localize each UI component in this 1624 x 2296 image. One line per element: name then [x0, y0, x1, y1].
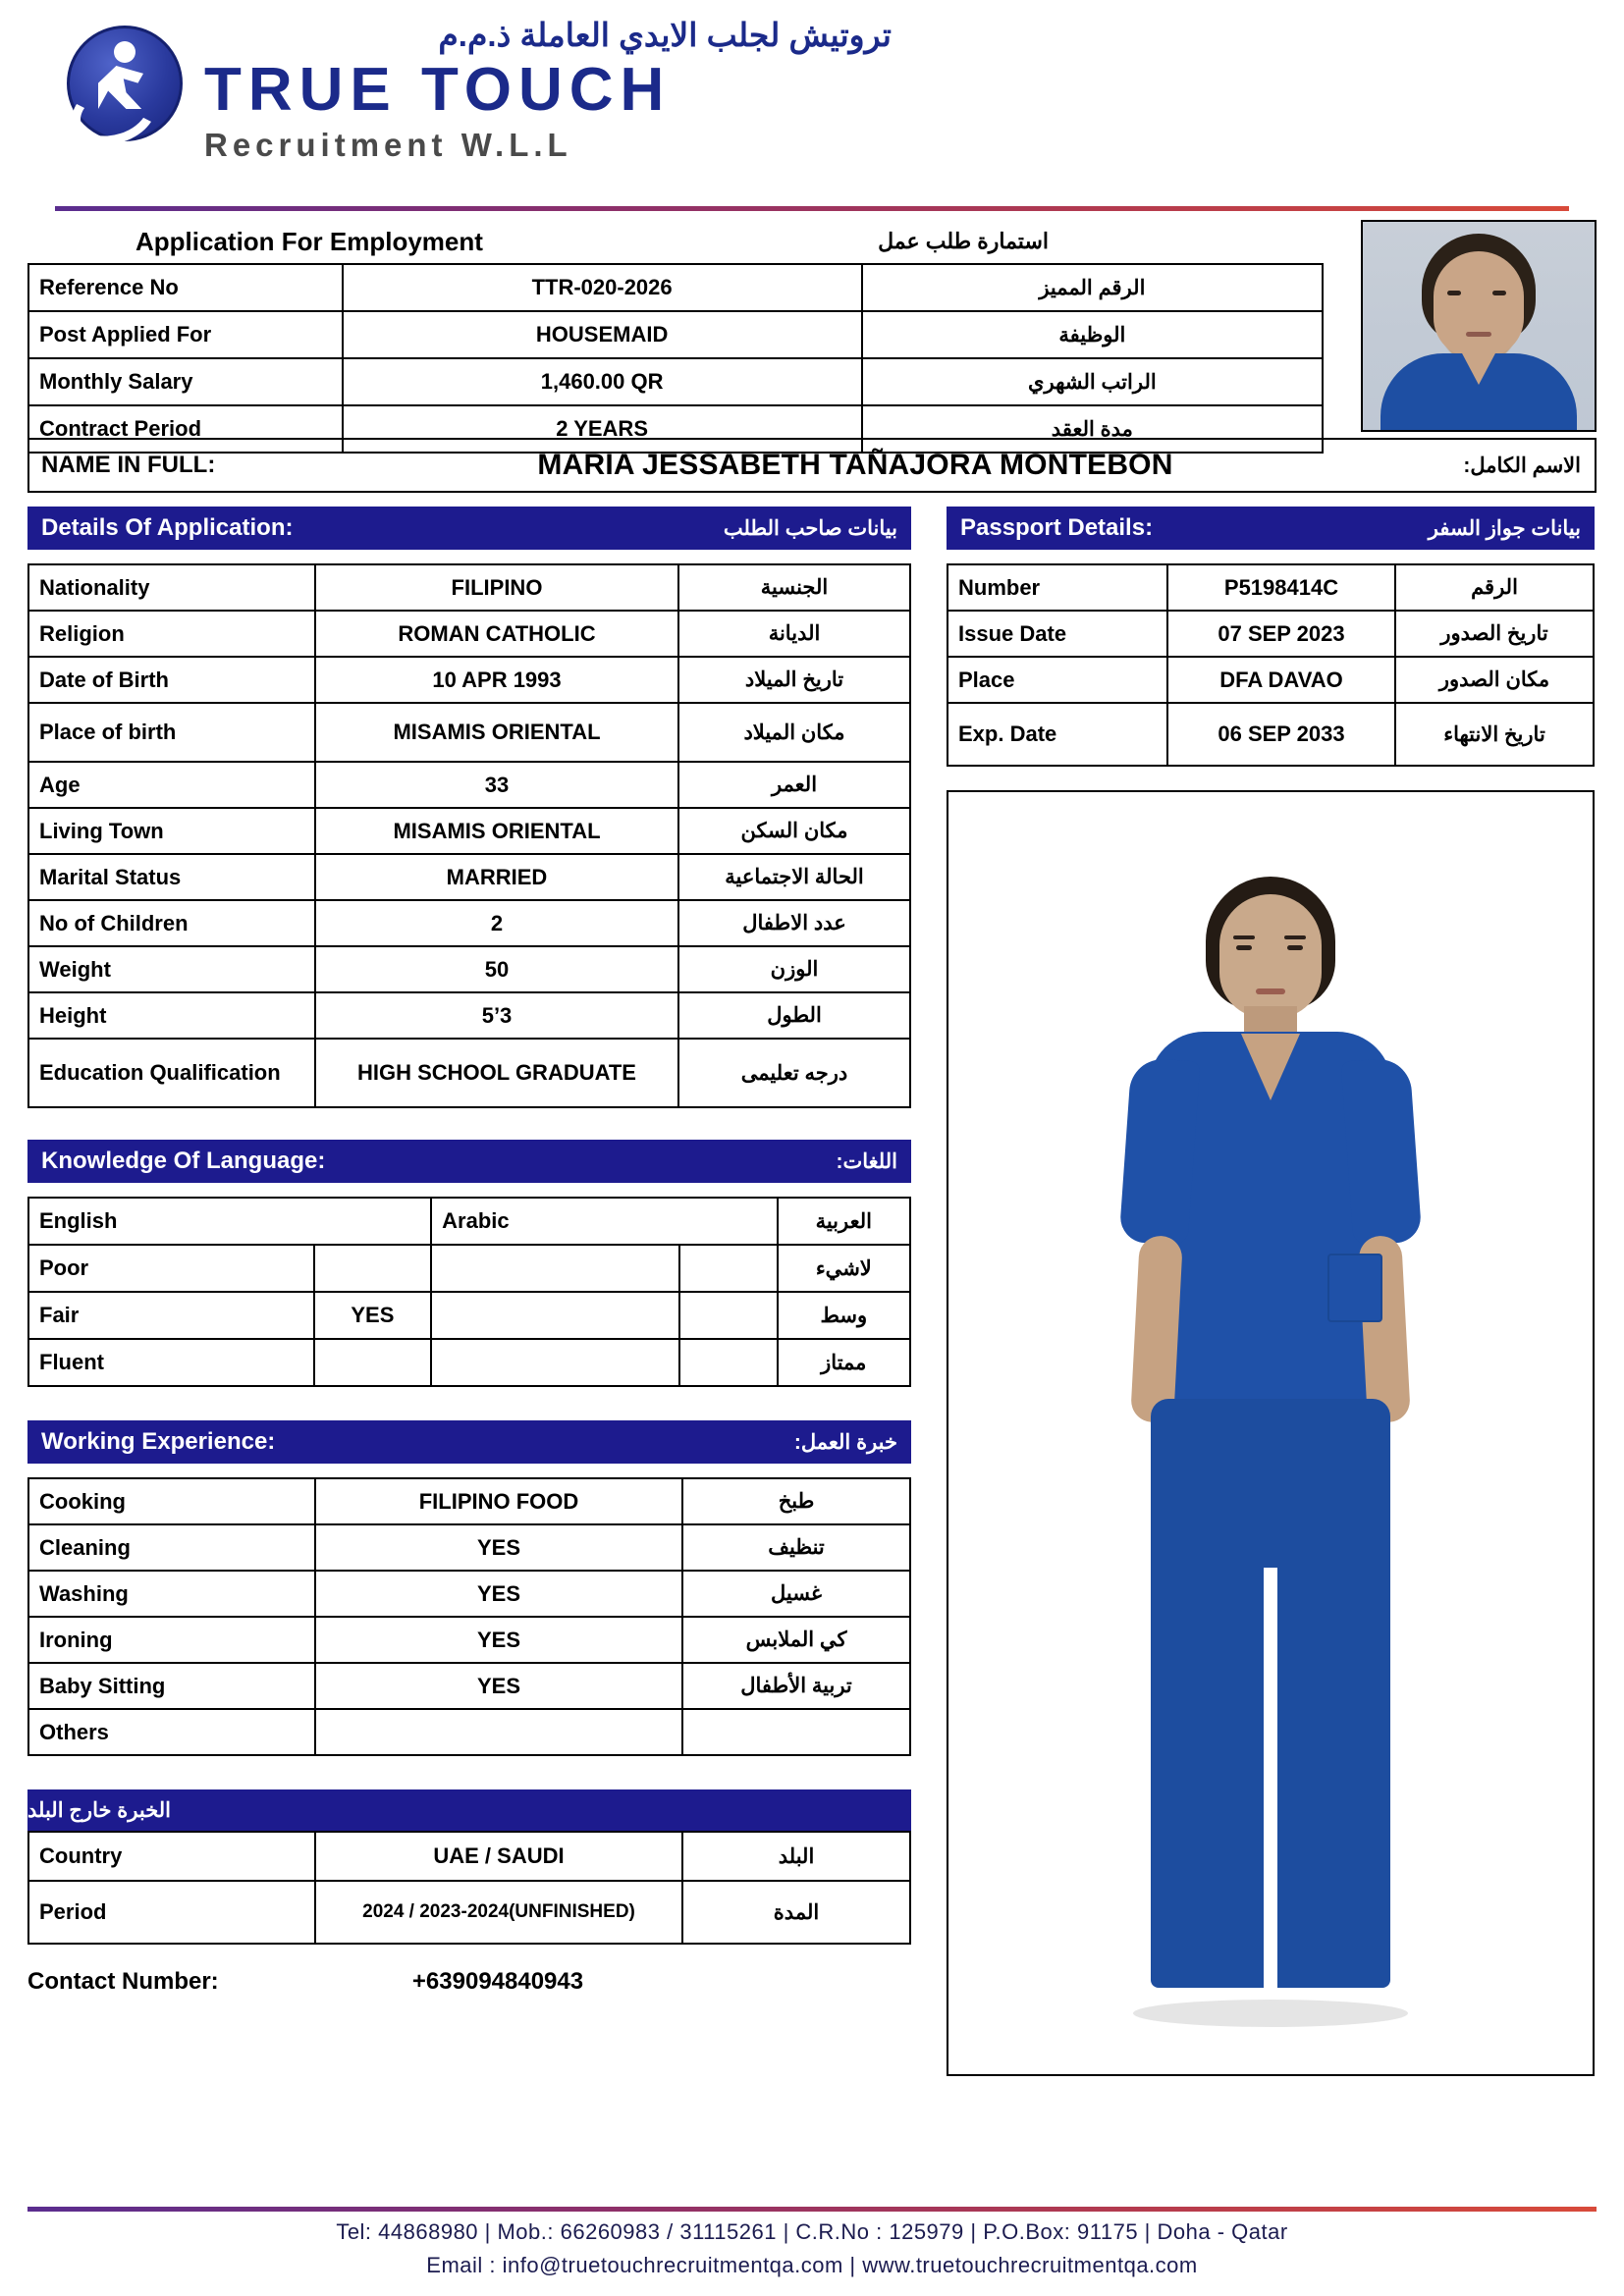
row-spacer: [432, 1293, 680, 1338]
brand-name: TRUE TOUCH: [204, 56, 672, 125]
row-label: Poor: [29, 1246, 315, 1291]
row-label-arabic: مكان السكن: [740, 820, 848, 842]
row-label-arabic: لاشيء: [815, 1256, 872, 1280]
contact-number-row: [27, 1968, 911, 1996]
table-row: [948, 565, 1593, 612]
table-row: [29, 1664, 909, 1710]
table-row: [29, 1572, 909, 1618]
row-value: HOUSEMAID: [344, 312, 863, 357]
table-header-row: [29, 1199, 909, 1246]
row-label: Exp. Date: [948, 704, 1168, 765]
row-label: Cooking: [29, 1479, 316, 1523]
table-row: [29, 763, 909, 809]
row-label-arabic: تربية الأطفال: [740, 1675, 852, 1697]
full-name-label-arabic: الاسم الكامل:: [1463, 454, 1581, 477]
arabic-value[interactable]: [680, 1246, 779, 1291]
row-value: MARRIED: [316, 855, 679, 899]
row-label: Height: [29, 993, 316, 1038]
working-experience-header: [27, 1420, 911, 1464]
column-header-english: English: [29, 1199, 432, 1244]
applicant-full-photo: [947, 790, 1595, 2076]
applicant-passport-photo: [1361, 220, 1597, 432]
row-label-arabic: [683, 1710, 909, 1754]
row-label-arabic: وسط: [820, 1304, 868, 1327]
abroad-experience-heading-arabic: الخبرة خارج البلد: [27, 1789, 911, 1831]
row-label: Education Qualification: [29, 1040, 316, 1106]
row-label-arabic: الجنسية: [760, 576, 829, 599]
details-heading: Details Of Application:: [41, 514, 294, 541]
row-label: Place of birth: [29, 704, 316, 761]
row-label: Place: [948, 658, 1168, 702]
working-experience-table: [27, 1477, 911, 1756]
row-label-arabic: العمر: [771, 774, 818, 796]
english-value[interactable]: [315, 1246, 433, 1291]
row-value: MISAMIS ORIENTAL: [316, 704, 679, 761]
row-value: 5’3: [316, 993, 679, 1038]
row-value: P5198414C: [1168, 565, 1396, 610]
form-body: [27, 507, 1597, 2076]
row-label-arabic: الديانة: [768, 622, 821, 645]
table-row: [29, 658, 909, 704]
row-label: Baby Sitting: [29, 1664, 316, 1708]
brand-block: [204, 18, 892, 164]
row-value: 2: [316, 901, 679, 945]
row-label-arabic: الحالة الاجتماعية: [725, 866, 864, 888]
row-label: Washing: [29, 1572, 316, 1616]
language-table: [27, 1197, 911, 1387]
footer-divider: [27, 2207, 1597, 2212]
table-row: [29, 1340, 909, 1385]
passport-table: [947, 563, 1595, 767]
row-label-arabic: مدة العقد: [1051, 417, 1133, 441]
row-label: Fair: [29, 1293, 315, 1338]
row-value: YES: [316, 1664, 683, 1708]
row-value: 10 APR 1993: [316, 658, 679, 702]
row-label-arabic: تنظيف: [768, 1536, 825, 1559]
row-label: Age: [29, 763, 316, 807]
table-row: [29, 1710, 909, 1754]
passport-heading: Passport Details:: [960, 514, 1154, 541]
row-label-arabic: البلد: [778, 1844, 815, 1868]
language-heading: Knowledge Of Language:: [41, 1148, 326, 1174]
row-label: Number: [948, 565, 1168, 610]
table-row: [29, 993, 909, 1040]
table-row: [948, 658, 1593, 704]
table-row: [29, 1479, 909, 1525]
left-column: [27, 507, 911, 2076]
working-experience-heading-arabic: خبرة العمل:: [793, 1430, 897, 1454]
column-header-arabic: Arabic: [432, 1199, 778, 1244]
row-label-arabic: الرقم: [1471, 576, 1518, 599]
table-row: [948, 704, 1593, 765]
column-header-arabic-label: العربية: [815, 1209, 872, 1233]
right-column: [947, 507, 1595, 2076]
row-label-arabic: مكان الصدور: [1438, 668, 1550, 691]
row-label-arabic: كي الملابس: [745, 1629, 847, 1651]
row-value: TTR-020-2026: [344, 265, 863, 310]
row-label: Monthly Salary: [29, 359, 344, 404]
row-value: YES: [316, 1572, 683, 1616]
row-label: Reference No: [29, 265, 344, 310]
application-title-row: [27, 220, 1324, 263]
row-value: UAE / SAUDI: [316, 1833, 683, 1880]
table-row: [29, 1882, 909, 1943]
row-value: 2024 / 2023-2024(UNFINISHED): [316, 1882, 683, 1943]
row-label-arabic: غسيل: [771, 1582, 822, 1605]
row-label: Cleaning: [29, 1525, 316, 1570]
row-label: Issue Date: [948, 612, 1168, 656]
abroad-experience-table: [27, 1831, 911, 1945]
row-value: HIGH SCHOOL GRADUATE: [316, 1040, 679, 1106]
working-experience-section: [27, 1420, 911, 1756]
row-spacer: [432, 1246, 680, 1291]
row-label: Ironing: [29, 1618, 316, 1662]
header-divider: [55, 206, 1569, 211]
language-section-header: [27, 1140, 911, 1183]
table-row: [29, 1040, 909, 1106]
arabic-value[interactable]: [680, 1340, 779, 1385]
contact-number-value: +639094840943: [411, 1968, 584, 1995]
working-experience-heading: Working Experience:: [41, 1428, 276, 1455]
table-row: [29, 809, 909, 855]
table-row: [29, 1293, 909, 1340]
brand-arabic-name: تروتيش لجلب الايدي العاملة ذ.م.م: [438, 17, 892, 53]
row-label-arabic: الرقم المميز: [1039, 276, 1146, 299]
table-row: [29, 359, 1322, 406]
page-footer: [27, 2207, 1597, 2278]
row-value: 50: [316, 947, 679, 991]
row-value: 06 SEP 2033: [1168, 704, 1396, 765]
table-row: [29, 901, 909, 947]
row-label-arabic: طبخ: [778, 1490, 815, 1513]
row-value: 2 YEARS: [344, 406, 863, 452]
table-row: [29, 1525, 909, 1572]
row-label-arabic: المدة: [773, 1900, 820, 1924]
english-value[interactable]: YES: [315, 1293, 433, 1338]
abroad-experience-section: [27, 1789, 911, 1945]
full-name-label: NAME IN FULL:: [41, 452, 216, 478]
row-value: ROMAN CATHOLIC: [316, 612, 679, 656]
row-value: 1,460.00 QR: [344, 359, 863, 404]
details-section-header: [27, 507, 911, 550]
table-row: [29, 565, 909, 612]
language-section: [27, 1140, 911, 1387]
row-label-arabic: الراتب الشهري: [1028, 370, 1157, 394]
row-value: DFA DAVAO: [1168, 658, 1396, 702]
row-label: Weight: [29, 947, 316, 991]
row-label: Living Town: [29, 809, 316, 853]
row-label: Country: [29, 1833, 316, 1880]
passport-heading-arabic: بيانات جواز السفر: [1428, 516, 1581, 540]
row-label: Date of Birth: [29, 658, 316, 702]
letterhead: [27, 0, 1597, 214]
row-label: Nationality: [29, 565, 316, 610]
brand-subtitle: Recruitment W.L.L: [204, 127, 572, 164]
row-label-arabic: مكان الميلاد: [743, 721, 845, 744]
contact-number-label: Contact Number:: [27, 1968, 219, 1995]
row-label: Others: [29, 1710, 316, 1754]
row-label-arabic: تاريخ الانتهاء: [1443, 722, 1545, 746]
row-value: YES: [316, 1525, 683, 1570]
row-value: MISAMIS ORIENTAL: [316, 809, 679, 853]
row-value: 07 SEP 2023: [1168, 612, 1396, 656]
row-label-arabic: عدد الاطفال: [742, 912, 846, 934]
application-section: [27, 220, 1597, 441]
table-row: [29, 855, 909, 901]
row-value: FILIPINO FOOD: [316, 1479, 683, 1523]
company-logo-icon: [67, 26, 185, 149]
language-heading-arabic: اللغات:: [836, 1149, 897, 1173]
table-row: [29, 704, 909, 763]
row-label: Contract Period: [29, 406, 344, 452]
application-table: [27, 263, 1324, 454]
arabic-value[interactable]: [680, 1293, 779, 1338]
passport-section-header: [947, 507, 1595, 550]
row-label: Period: [29, 1882, 316, 1943]
application-title: Application For Employment: [135, 226, 483, 256]
details-table: [27, 563, 911, 1108]
row-label: Post Applied For: [29, 312, 344, 357]
table-row: [948, 612, 1593, 658]
row-label-arabic: الوزن: [770, 958, 819, 981]
row-label: Religion: [29, 612, 316, 656]
table-row: [29, 612, 909, 658]
table-row: [29, 312, 1322, 359]
table-row: [29, 1618, 909, 1664]
row-label-arabic: الطول: [767, 1004, 822, 1027]
table-row: [29, 947, 909, 993]
row-label: Fluent: [29, 1340, 315, 1385]
footer-contact-line: Tel: 44868980 | Mob.: 66260983 / 31115261 | C.R.No : 125979 | P.O.Box: 91175 | Doha - Qatar: [336, 2219, 1288, 2244]
table-row: [29, 406, 1322, 452]
details-heading-arabic: بيانات صاحب الطلب: [723, 516, 897, 540]
row-label: Marital Status: [29, 855, 316, 899]
row-spacer: [432, 1340, 680, 1385]
row-value: [316, 1710, 683, 1754]
application-title-arabic: استمارة طلب عمل: [878, 229, 1049, 253]
table-row: [29, 265, 1322, 312]
row-label-arabic: تاريخ الصدور: [1440, 622, 1548, 645]
row-label-arabic: تاريخ الميلاد: [744, 668, 844, 691]
row-value: 33: [316, 763, 679, 807]
row-label-arabic: درجه تعليمى: [740, 1061, 848, 1085]
row-value: YES: [316, 1618, 683, 1662]
row-label-arabic: ممتاز: [821, 1351, 867, 1374]
footer-email-line: Email : info@truetouchrecruitmentqa.com | www.truetouchrecruitmentqa.com: [426, 2253, 1198, 2277]
row-label: No of Children: [29, 901, 316, 945]
full-name-value: MARIA JESSABETH TAÑAJORA MONTEBON: [537, 449, 1173, 481]
english-value[interactable]: [315, 1340, 433, 1385]
row-value: FILIPINO: [316, 565, 679, 610]
row-label-arabic: الوظيفة: [1058, 323, 1126, 347]
table-row: [29, 1833, 909, 1882]
table-row: [29, 1246, 909, 1293]
